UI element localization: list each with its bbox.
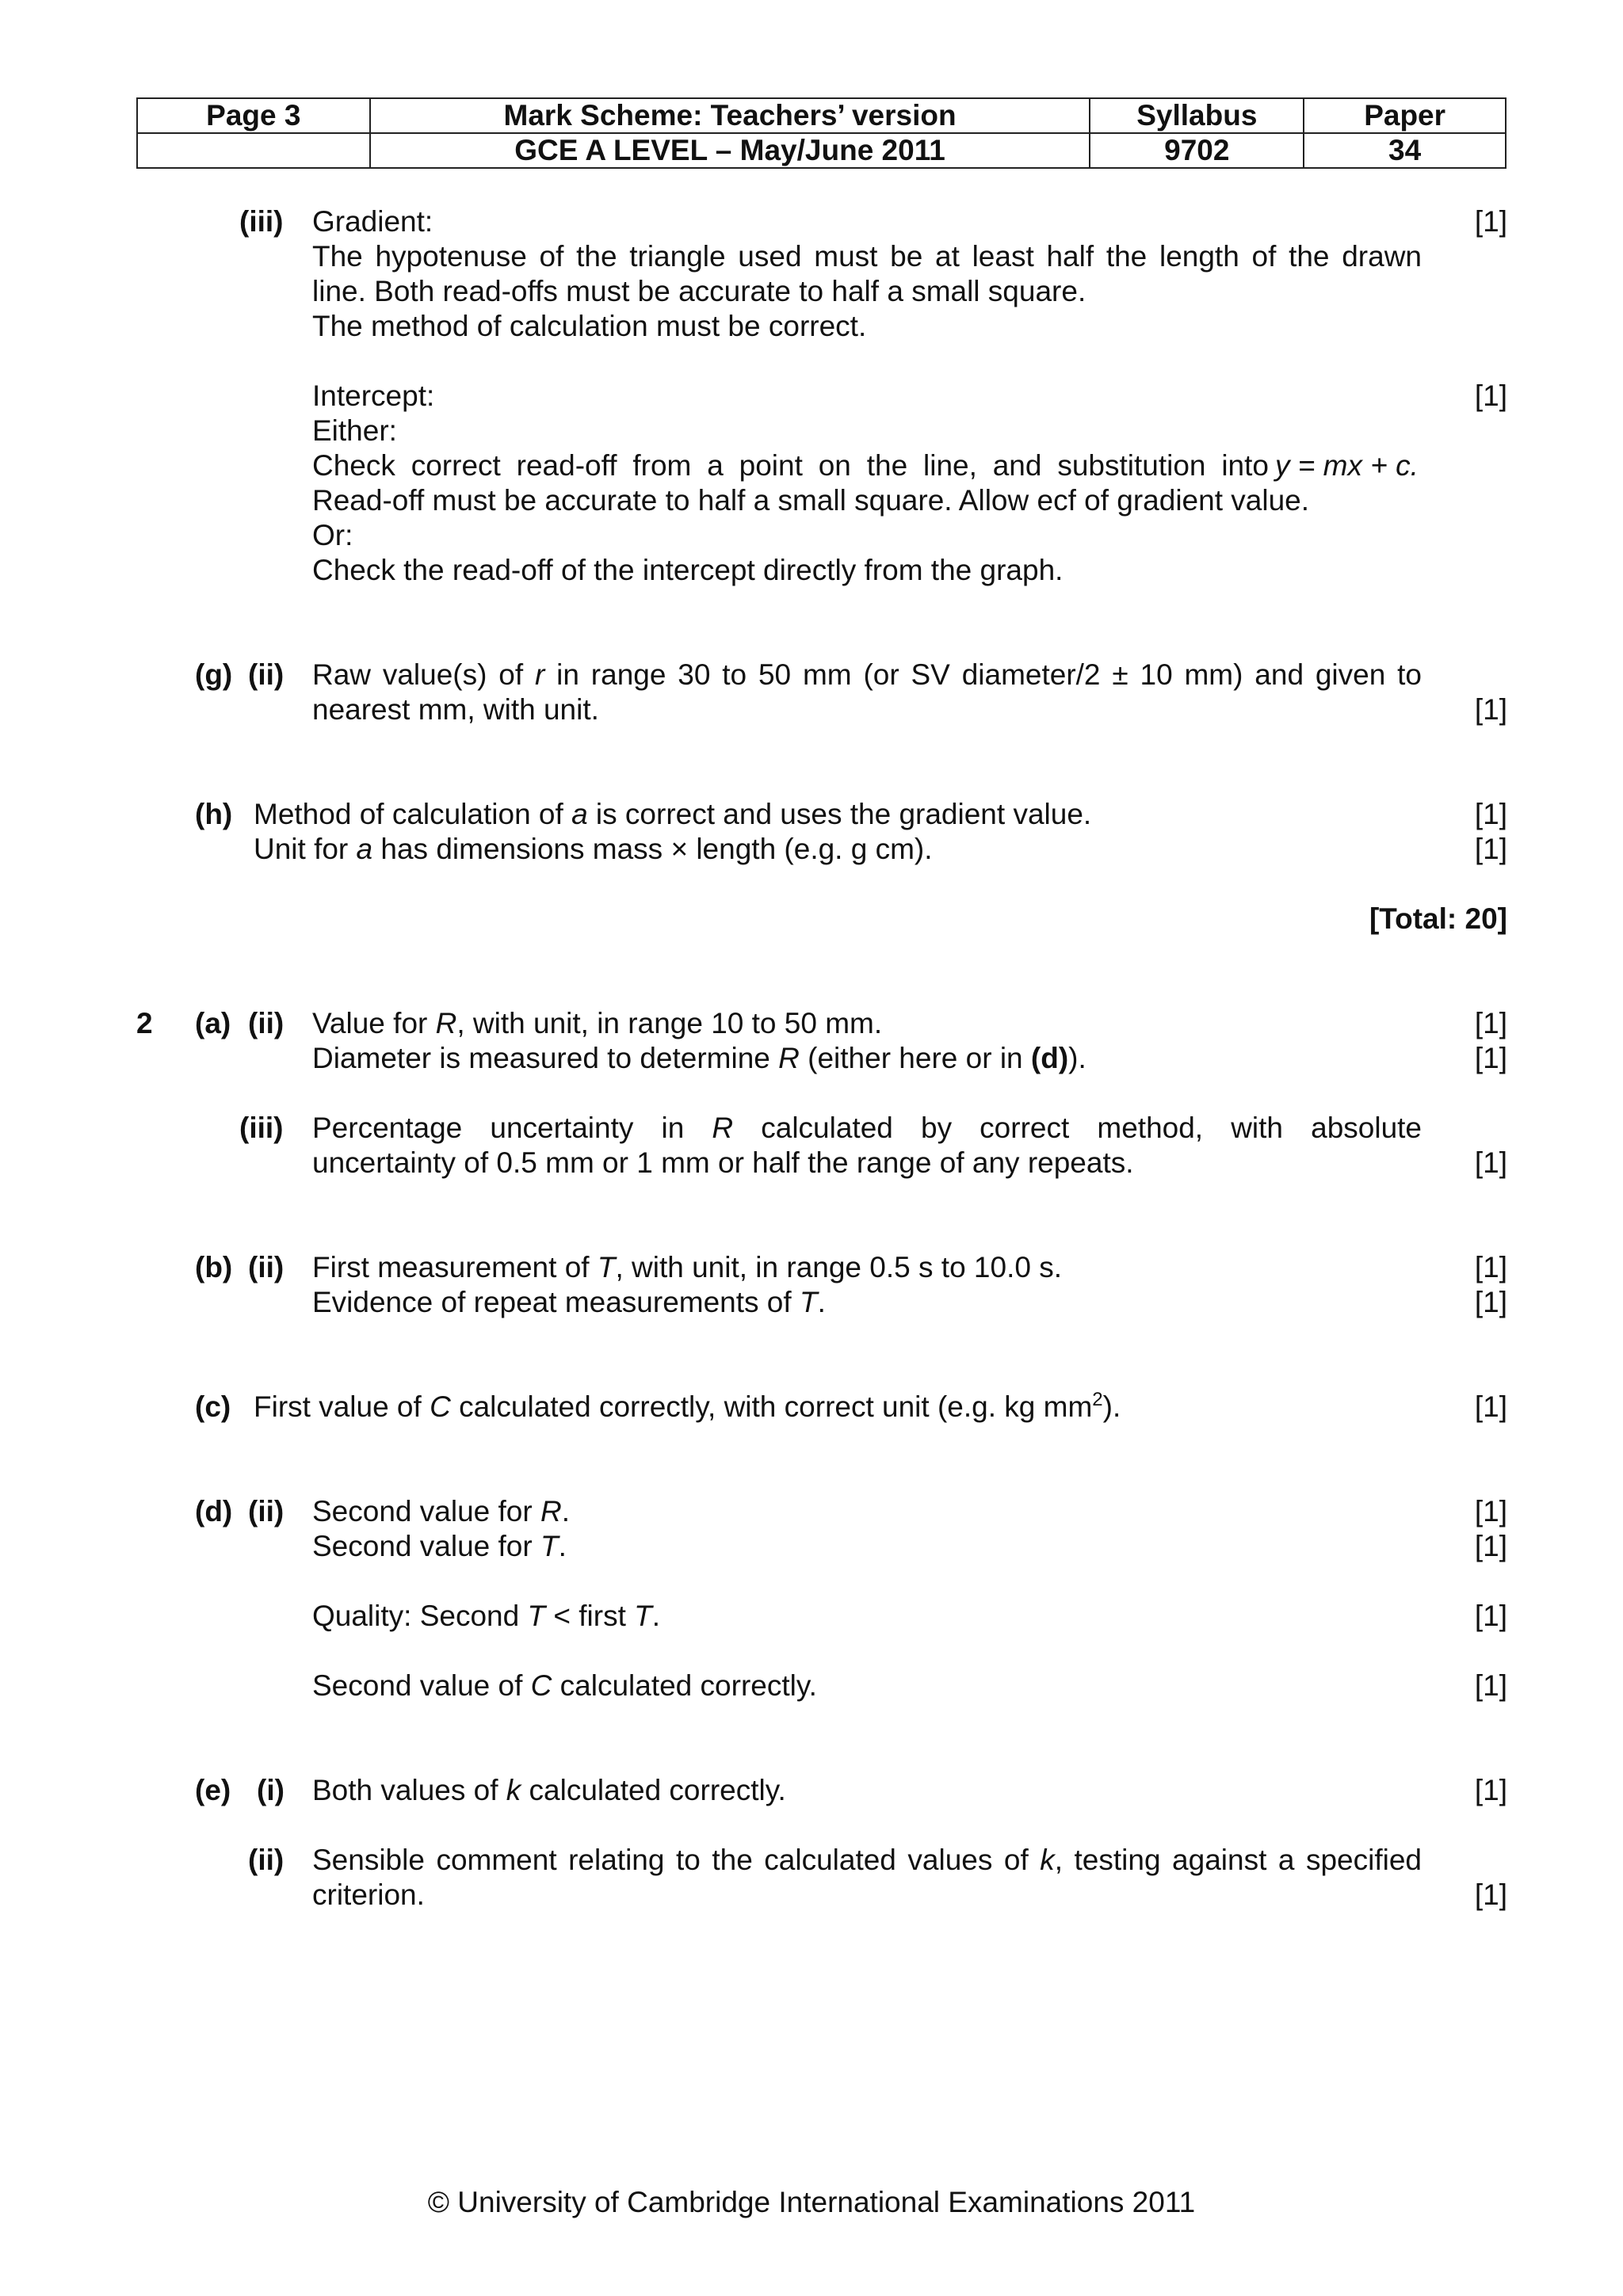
paper-number: 34	[1304, 133, 1506, 168]
d-line-2: Second value for T.	[312, 1530, 567, 1562]
either-label: Either:	[312, 414, 397, 447]
subpart-label-iii: (iii)	[239, 1112, 284, 1144]
a-mark-1: [1]	[1474, 1007, 1507, 1039]
g-line-2: nearest mm, with unit.	[312, 693, 599, 726]
a-iii-line-2: uncertainty of 0.5 mm or 1 mm or half the range of any repeats.	[312, 1146, 1134, 1179]
c-mark: [1]	[1474, 1390, 1507, 1423]
header-empty-cell	[137, 133, 370, 168]
h-mark-2: [1]	[1474, 833, 1507, 865]
exam-name: GCE A LEVEL – May/June 2011	[370, 133, 1090, 168]
gradient-line-2: line. Both read-offs must be accurate to half a small square.	[312, 275, 1086, 307]
gradient-line-3: The method of calculation must be correct.	[312, 310, 867, 342]
h-mark-1: [1]	[1474, 798, 1507, 830]
a-line-1: Value for R, with unit, in range 10 to 50 mm.	[312, 1007, 883, 1039]
a-line-2: Diameter is measured to determine R (either here or in (d)).	[312, 1042, 1086, 1074]
check-line-2: Read-off must be accurate to half a small square. Allow ecf of gradient value.	[312, 484, 1309, 517]
gradient-heading: Gradient:	[312, 205, 433, 238]
subpart-label-ii: (ii)	[248, 1844, 285, 1876]
total-marks: [Total: 20]	[1369, 902, 1507, 935]
page-number: Page 3	[137, 98, 370, 133]
part-label-g: (g)	[195, 658, 233, 691]
d-mark-3: [1]	[1474, 1600, 1507, 1632]
or-line-1: Check the read-off of the intercept directly from the graph.	[312, 554, 1064, 586]
e-ii-mark: [1]	[1474, 1878, 1507, 1911]
subpart-label-iii: (iii)	[239, 205, 284, 238]
b-line-2: Evidence of repeat measurements of T.	[312, 1286, 826, 1318]
or-label: Or:	[312, 519, 353, 551]
check-line-1: Check correct read-off from a point on the line, and substitution into	[312, 449, 1269, 482]
e-ii-line-1: Sensible comment relating to the calculated values of k, testing against a specified	[312, 1844, 1422, 1876]
part-label-d: (d)	[195, 1495, 233, 1527]
part-label-c: (c)	[195, 1390, 231, 1423]
d-line-4: Second value of C calculated correctly.	[312, 1669, 817, 1702]
syllabus-label: Syllabus	[1090, 98, 1304, 133]
h-line-2: Unit for a has dimensions mass × length (e.g. g cm).	[254, 833, 933, 865]
a-mark-2: [1]	[1474, 1042, 1507, 1074]
part-label-b: (b)	[195, 1251, 233, 1283]
h-line-1: Method of calculation of a is correct and uses the gradient value.	[254, 798, 1092, 830]
part-label-e: (e)	[195, 1774, 231, 1806]
paper-label: Paper	[1304, 98, 1506, 133]
a-iii-line-1: Percentage uncertainty in R calculated by correct method, with absolute	[312, 1112, 1423, 1144]
header-table	[136, 97, 1507, 169]
d-mark-1: [1]	[1474, 1495, 1507, 1527]
syllabus-code: 9702	[1090, 133, 1304, 168]
copyright-footer: © University of Cambridge International Examinations 2011	[427, 2186, 1196, 2218]
d-mark-4: [1]	[1474, 1669, 1507, 1702]
e-ii-line-2: criterion.	[312, 1878, 425, 1911]
e-i-mark: [1]	[1474, 1774, 1507, 1806]
c-line-1: First value of C calculated correctly, with correct unit (e.g. kg $mm^2$).	[254, 1389, 1121, 1423]
g-line-1: Raw value(s) of r in range 30 to 50 mm (or SV diameter/2 ± 10 mm) and given to	[312, 658, 1423, 691]
gradient-line-1: The hypotenuse of the triangle used must be at least half the length of the drawn	[312, 240, 1422, 273]
subpart-label-ii: (ii)	[248, 1495, 285, 1527]
subpart-label-ii: (ii)	[248, 1007, 285, 1039]
b-mark-2: [1]	[1474, 1286, 1507, 1318]
document-title: Mark Scheme: Teachers’ version	[370, 98, 1090, 133]
a-iii-mark: [1]	[1474, 1146, 1507, 1179]
intercept-heading: Intercept:	[312, 379, 435, 412]
subpart-label-ii: (ii)	[248, 658, 285, 691]
b-line-1: First measurement of T, with unit, in range 0.5 s to 10.0 s.	[312, 1251, 1062, 1283]
g-mark: [1]	[1474, 693, 1507, 726]
part-label-h: (h)	[195, 798, 233, 830]
intercept-mark: [1]	[1474, 379, 1507, 412]
part-label-a: (a)	[195, 1007, 231, 1039]
gradient-mark: [1]	[1474, 205, 1507, 238]
d-mark-2: [1]	[1474, 1530, 1507, 1562]
subpart-label-ii: (ii)	[248, 1251, 285, 1283]
e-i-line-1: Both values of k calculated correctly.	[312, 1774, 786, 1806]
straight-line-equation: y = mx + c.	[1275, 449, 1419, 482]
d-line-1: Second value for R.	[312, 1495, 570, 1527]
subpart-label-i: (i)	[257, 1774, 285, 1806]
question-number-2: 2	[136, 1007, 153, 1039]
b-mark-1: [1]	[1474, 1251, 1507, 1283]
d-quality-line: Quality: Second T < first T.	[312, 1600, 661, 1632]
